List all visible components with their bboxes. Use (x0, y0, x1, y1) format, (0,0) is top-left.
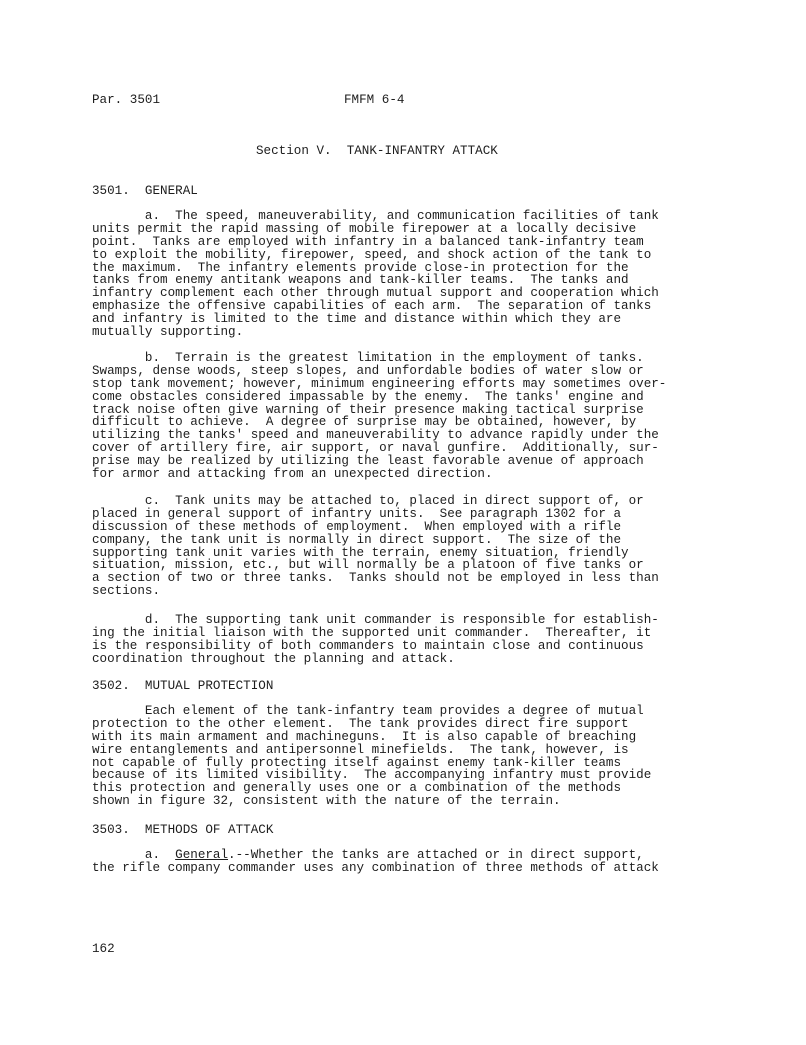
header-manual-id: FMFM 6-4 (344, 93, 405, 107)
text-line: tanks from enemy antitank weapons and tank-killer teams. The tanks and (92, 273, 629, 288)
text-line: supporting tank unit varies with the terrain, enemy situation, friendly (92, 545, 629, 560)
text-line: with its main armament and machineguns. It is also capable of breaching (92, 729, 637, 744)
heading-3501: 3501. GENERAL (92, 184, 198, 198)
text-line: situation, mission, etc., but will normally be a platoon of five tanks or (92, 558, 644, 573)
text-line: a. The speed, maneuverability, and communication facilities of tank (92, 209, 659, 223)
heading-3502: 3502. MUTUAL PROTECTION (92, 679, 274, 693)
text-line: company, the tank unit is normally in direct support. The size of the (92, 532, 622, 547)
text-line: the rifle company commander uses any combination of three methods of attack (92, 860, 659, 875)
text-line: Swamps, dense woods, steep slopes, and unfordable bodies of water slow or (92, 363, 644, 378)
text-line: point. Tanks are employed with infantry in a balanced tank-infantry team (92, 234, 644, 249)
text-line: cover of artillery fire, air support, or naval gunfire. Additionally, sur- (92, 441, 659, 456)
underlined-term: General (175, 848, 229, 862)
text-line: is the responsibility of both commanders to maintain close and continuous (92, 638, 644, 653)
text-line: for armor and attacking from an unexpected direction. (92, 467, 493, 482)
text-line: because of its limited visibility. The accompanying infantry must provide (92, 768, 652, 783)
text-line: a section of two or three tanks. Tanks should not be employed in less than (92, 571, 659, 586)
section-title: Section V. TANK-INFANTRY ATTACK (256, 144, 498, 158)
text-line: sections. (92, 584, 161, 599)
text-line: difficult to achieve. A degree of surprise may be obtained, however, by (92, 415, 637, 430)
text-line: to exploit the mobility, firepower, speed, and shock action of the tank to (92, 247, 652, 262)
text-line: come obstacles considered impassable by the enemy. The tanks' engine and (92, 389, 644, 404)
text-line: units permit the rapid massing of mobile firepower at a locally decisive (92, 221, 637, 236)
page-number: 162 (92, 942, 115, 956)
text-line: coordination throughout the planning and attack. (92, 651, 455, 666)
text-line: stop tank movement; however, minimum engineering efforts may sometimes over- (92, 376, 667, 391)
text-line: utilizing the tanks' speed and maneuverability to advance rapidly under the (92, 428, 659, 443)
lead-text: a. (92, 848, 176, 862)
text-line: the maximum. The infantry elements provide close-in protection for the (92, 260, 629, 275)
text-line: prise may be realized by utilizing the least favorable avenue of approach (92, 454, 644, 469)
text-line: c. Tank units may be attached to, placed in direct support of, or (92, 494, 644, 508)
text-line (92, 849, 659, 862)
text-line: d. The supporting tank unit commander is responsible for establish- (92, 613, 659, 627)
text-line: track noise often give warning of their presence making tactical surprise (92, 402, 644, 417)
paragraph-3501c (92, 495, 659, 598)
text-line: placed in general support of infantry units. See paragraph 1302 for a (92, 506, 622, 521)
text-line: discussion of these methods of employment. When employed with a rifle (92, 519, 622, 534)
text-line: infantry complement each other through mutual support and cooperation which (92, 286, 659, 301)
header-paragraph-ref: Par. 3501 (92, 93, 161, 107)
heading-3503: 3503. METHODS OF ATTACK (92, 823, 274, 837)
text-line: mutually supporting. (92, 325, 244, 340)
paragraph-3501b (92, 352, 666, 481)
paragraph-3501a (92, 210, 659, 339)
text-line: Each element of the tank-infantry team provides a degree of mutual (92, 704, 644, 718)
paragraph-3502 (92, 705, 651, 808)
text-line: this protection and generally uses one or a combination of the methods (92, 781, 622, 796)
text-line: wire entanglements and antipersonnel minefields. The tank, however, is (92, 742, 629, 757)
paragraph-3501d (92, 614, 659, 666)
text-line: emphasize the offensive capabilities of each arm. The separation of tanks (92, 299, 652, 314)
text-line: b. Terrain is the greatest limitation in the employment of tanks. (92, 351, 644, 365)
text-line: not capable of fully protecting itself against enemy tank-killer teams (92, 755, 622, 770)
text-line: and infantry is limited to the time and distance within which they are (92, 312, 622, 327)
text-line: protection to the other element. The tank provides direct fire support (92, 716, 629, 731)
text-line: shown in figure 32, consistent with the nature of the terrain. (92, 794, 561, 809)
text-line: ing the initial liaison with the supported unit commander. Thereafter, it (92, 625, 652, 640)
line-rest: .--Whether the tanks are attached or in direct support, (228, 848, 644, 862)
paragraph-3503a (92, 849, 659, 875)
